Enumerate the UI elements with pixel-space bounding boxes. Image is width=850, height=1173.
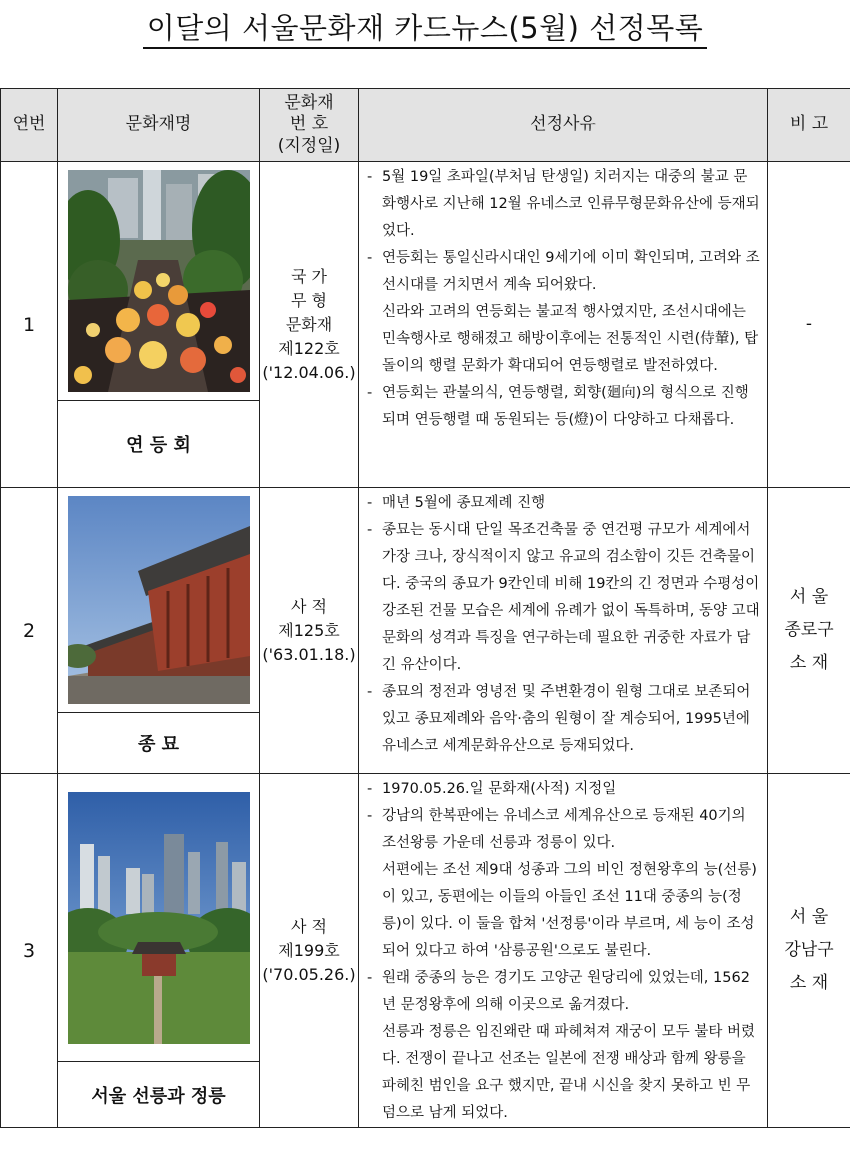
designation-line: 제199호 [278, 940, 340, 960]
jongmyo-shrine-photo [68, 496, 250, 704]
row-number: 3 [1, 774, 58, 1128]
note-line: 강남구 [784, 940, 834, 960]
reason-bullet: - 연등회는 관불의식, 연등행렬, 회향(廻向)의 형식으로 진행되며 연등행렬 때 동원되는 등(燈)이 다양하고 다채롭다. [365, 380, 761, 434]
row-number: 1 [1, 162, 58, 488]
designation-line: 제125호 [278, 620, 340, 640]
reason-continuation: 서편에는 조선 제9대 성종과 그의 비인 정현왕후의 능(선릉)이 있고, 동편에는 이들의 아들인 조선 11대 중종의 능(정릉)이 있다. 이 둘을 합쳐 '선정릉'이라 부르며, 세 능이 조성되어 있다고 하여 '삼릉공원'으로도 불린다. [382, 862, 757, 959]
heritage-table [0, 88, 850, 1128]
designation-line: ('12.04.06.) [262, 362, 356, 382]
reason-cell [359, 488, 768, 774]
header-name: 문화재명 [58, 89, 260, 162]
note-line: 종로구 [784, 620, 834, 640]
designation-line: ('63.01.18.) [262, 644, 356, 664]
heritage-name: 연 등 회 [58, 401, 260, 488]
note-cell [768, 774, 850, 1128]
designation-line: ('70.05.26.) [262, 964, 356, 984]
lantern-festival-photo [68, 170, 250, 392]
reason-continuation: 선릉과 정릉은 임진왜란 때 파헤쳐져 재궁이 모두 불타 버렸다. 전쟁이 끝나고 선조는 일본에 전쟁 배상과 함께 왕릉을 파헤친 범인을 요구 했지만, 끝내 시신을 찾지 못하고 빈 무덤으로 남게 되었다. [382, 1024, 756, 1121]
designation-line: 사 적 [291, 596, 327, 616]
heritage-name: 서울 선릉과 정릉 [58, 1062, 260, 1128]
note-line: - [805, 314, 813, 334]
header-designation-line3: (지정일) [277, 135, 341, 156]
note-line: 서 울 [789, 587, 829, 607]
reason-bullet: - 원래 중종의 능은 경기도 고양군 원당리에 있었는데, 1562년 문정왕후에 의해 이곳으로 옮겨졌다. [365, 965, 761, 1019]
table-row [1, 162, 850, 401]
photo-cell [58, 162, 260, 401]
note-cell [768, 488, 850, 774]
header-note: 비 고 [768, 89, 850, 162]
designation-line: 제122호 [278, 338, 340, 358]
table-row [1, 774, 850, 1062]
note-line: 소 재 [789, 973, 829, 993]
row-number: 2 [1, 488, 58, 774]
note-line: 소 재 [789, 653, 829, 673]
page-title [0, 6, 850, 47]
header-designation [260, 89, 359, 162]
heritage-name: 종 묘 [58, 713, 260, 774]
reason-cell [359, 774, 768, 1128]
header-reason: 선정사유 [359, 89, 768, 162]
table-header-row [1, 89, 850, 162]
reason-cell [359, 162, 768, 488]
designation-line: 문화재 [285, 314, 333, 334]
designation-line: 무 형 [291, 290, 327, 310]
note-cell [768, 162, 850, 488]
reason-bullet: - 연등회는 통일신라시대인 9세기에 이미 확인되며, 고려와 조선시대를 거치면서 계속 되어왔다. [365, 245, 761, 299]
designation-cell [260, 488, 359, 774]
reason-bullet: - 1970.05.26.일 문화재(사적) 지정일 [365, 776, 761, 803]
reason-bullet: - 종묘의 정전과 영녕전 및 주변환경이 원형 그대로 보존되어 있고 종묘제례와 음악·춤의 원형이 잘 계승되어, 1995년에 유네스코 세계문화유산으로 등재되었다. [365, 679, 761, 760]
reason-continuation: 신라와 고려의 연등회는 불교적 행사였지만, 조선시대에는 민속행사로 행해졌고 해방이후에는 전통적인 시련(侍輦), 탑돌이의 행렬 문화가 확대되어 연등행렬로 발전하였다. [382, 304, 759, 374]
reason-bullet: - 종묘는 동시대 단일 목조건축물 중 연건평 규모가 세계에서 가장 크나, 장식적이지 않고 유교의 검소함이 깃든 건축물이다. 중국의 종묘가 9칸인데 비해 19칸의 긴 정면과 수평성이 강조된 건물 모습은 세계에 유례가 없이 독특하며, 동양 고대문화의 성격과 특징을 연구하는데 필요한 귀중한 자료가 담긴 유산이다. [365, 517, 761, 679]
table-row [1, 488, 850, 713]
photo-cell [58, 488, 260, 713]
designation-cell [260, 162, 359, 488]
reason-bullet: - 매년 5월에 종묘제례 진행 [365, 490, 761, 517]
designation-cell [260, 774, 359, 1128]
reason-bullet: - 5월 19일 초파일(부처님 탄생일) 치러지는 대중의 불교 문화행사로 지난해 12월 유네스코 인류무형문화유산에 등재되었다. [365, 164, 761, 245]
header-designation-line1: 문화재 [284, 93, 334, 114]
seolleung-jeongneung-photo [68, 792, 250, 1044]
page-title-text: 이달의 서울문화재 카드뉴스(5월) 선정목록 [143, 11, 707, 49]
header-no: 연번 [1, 89, 58, 162]
photo-cell [58, 774, 260, 1062]
reason-bullet: - 강남의 한복판에는 유네스코 세계유산으로 등재된 40기의 조선왕릉 가운데 선릉과 정릉이 있다. [365, 803, 761, 857]
note-line: 서 울 [789, 907, 829, 927]
designation-line: 국 가 [291, 266, 327, 286]
designation-line: 사 적 [291, 916, 327, 936]
header-designation-line2: 번 호 [289, 114, 329, 135]
